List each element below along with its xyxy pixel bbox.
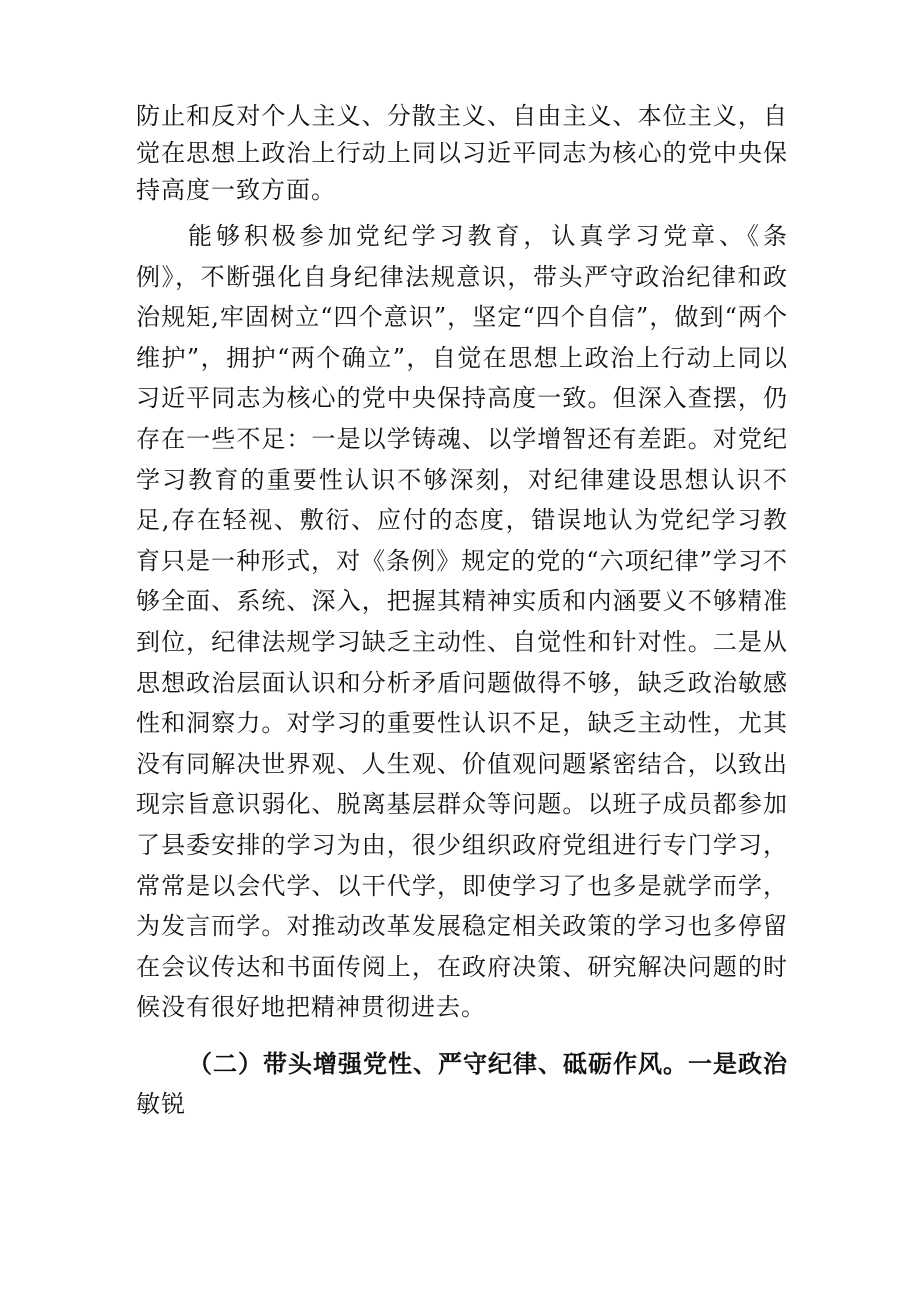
- section-heading: （二）带头增强党性、严守纪律、砥砺作风。一是政治: [188, 1049, 788, 1078]
- paragraph-continuation: 防止和反对个人主义、分散主义、自由主义、本位主义，自觉在思想上政治上行动上同以习近平同志为核心的党中央保持高度一致方面。: [136, 102, 788, 204]
- paragraph-self-review: 能够积极参加党纪学习教育，认真学习党章、《条例》，不断强化自身纪律法规意识，带头严守政治纪律和政治规矩,牢固树立“四个意识”，坚定“四个自信”，做到“两个维护”，拥护“两个确立”，自觉在思想上政治上行动上同以习近平同志为核心的党中央保持高度一致。但深入查摆，仍存在一些不足：一是以学铸魂、以学增智还有差距。对党纪学习教育的重要性认识不够深刻，对纪律建设思想认识不足,存在轻视、敷衍、应付的态度，错误地认为党纪学习教育只是一种形式，对《条例》规定的党的“六项纪律”学习不够全面、系统、深入，把握其精神实质和内涵要义不够精准到位，纪律法规学习缺乏主动性、自觉性和针对性。二是从思想政治层面认识和分析矛盾问题做得不够，缺乏政治敏感性和洞察力。对学习的重要性认识不足，缺乏主动性，尤其没有同解决世界观、人生观、价值观问题紧密结合，以致出现宗旨意识弱化、脱离基层群众等问题。以班子成员都参加了县委安排的学习为由，很少组织政府党组进行专门学习，常常是以会代学、以干代学，即使学习了也多是就学而学，为发言而学。对推动改革发展稳定相关政策的学习也多停留在会议传达和书面传阅上，在政府决策、研究解决问题的时候没有很好地把精神贯彻进去。: [136, 222, 788, 1022]
- document-body: [136, 98, 788, 1125]
- section-heading-continuation: 敏锐: [136, 1090, 186, 1119]
- paragraph-section-two: [136, 1044, 788, 1125]
